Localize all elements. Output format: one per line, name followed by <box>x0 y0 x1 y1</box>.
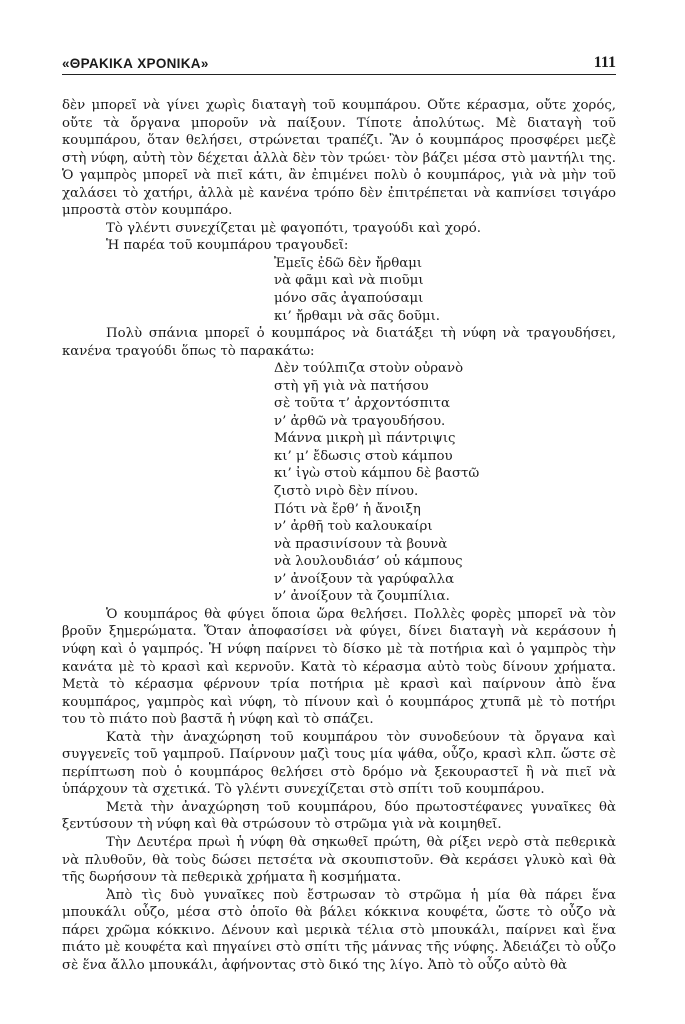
paragraph-4: Πολὺ σπάνια μπορεῖ ὁ κουμπάρος νὰ διατάξει τὴ νύφη νὰ τραγουδήσει, κανένα τραγούδι ὅπως τὸ παρακάτω: <box>62 326 616 359</box>
verse-line: νὰ πρασινίσουν τὰ βουνὰ <box>274 536 448 552</box>
verse-line: σὲ τοῦτα τ’ ἀρχοντόσπιτα <box>274 396 450 412</box>
verse-line: Πότι νὰ ἔρθ’ ἡ ἄνοιξη <box>274 501 421 517</box>
verse-line: ζιστὸ νιρὸ δὲν πίνου. <box>274 484 419 500</box>
verse-line: κι’ μ’ ἔδωσις στοὺ κάμπου <box>274 448 453 464</box>
journal-title: «ΘΡΑΚΙΚΑ ΧΡΟΝΙΚΑ» <box>62 56 209 71</box>
body-text <box>62 97 616 974</box>
verse-line: κι’ ἰγὼ στοὺ κάμπου δὲ βαστῶ <box>274 466 480 482</box>
song-verse-1 <box>274 255 616 325</box>
verse-line: Ἐμεῖς ἐδῶ δὲν ἤρθαμι <box>274 255 423 271</box>
verse-line: ν’ ἀρθῆ τοὺ καλουκαίρι <box>274 519 433 535</box>
verse-line: ν’ ἀνοίξουν τὰ ζουμπίλια. <box>274 589 450 605</box>
song-verse-2 <box>274 360 616 606</box>
verse-line: νὰ λουλουδιάσ’ οὑ κάμπους <box>274 554 463 570</box>
paragraph-8: Τὴν Δευτέρα πρωὶ ἡ νύφη θὰ σηκωθεῖ πρώτη, θὰ ρίξει νερὸ στὰ πεθερικὰ νὰ πλυθοῦν, θὰ τοὺς δώσει πετσέτα νὰ σκουπιστοῦν. Θὰ κεράσει γλυκὸ καὶ θὰ τῆς δωρήσουν τὰ πεθερικὰ χρήματα ἢ κοσμήματα. <box>62 834 616 886</box>
verse-line: στὴ γῆ γιὰ νὰ πατήσου <box>274 378 429 394</box>
header-rule <box>62 74 616 75</box>
verse-line: Δὲν τούλπιζα στοὺν οὐρανὸ <box>274 361 464 377</box>
verse-line: νὰ φᾶμι καὶ νὰ πιοῦμι <box>274 273 424 289</box>
paragraph-7: Μετὰ τὴν ἀναχώρηση τοῦ κουμπάρου, δύο πρωτοστέφανες γυναῖκες θὰ ξεντύσουν τὴ νύφη καὶ θὰ στρώσουν τὸ στρῶμα γιὰ νὰ κοιμηθεῖ. <box>62 799 616 833</box>
verse-line: μόνο σᾶς ἀγαπούσαμι <box>274 291 424 307</box>
paragraph-1: δὲν μπορεῖ νὰ γίνει χωρὶς διαταγὴ τοῦ κουμπάρου. Οὔτε κέρασμα, οὔτε χορός, οὔτε τὰ ὄργανα μποροῦν νὰ παίξουν. Τίποτε ἀπολύτως. Μὲ διαταγὴ τοῦ κουμπάρου, ὅταν θελήσει, στρώνεται τραπέζι. Ἂν ὁ κουμπάρος προσφέρει μεζὲ στὴ νύφη, αὐτὴ τὸν δέχεται ἀλλὰ δὲν τὸν τρώει· τὸν βάζει μέσα στὸ μαντήλι της. Ὁ γαμπρὸς μπορεῖ νὰ πιεῖ κάτι, ἂν ἐπιμένει πολὺ ὁ κουμπάρος, γιὰ νὰ μὴν τοῦ χαλάσει τὸ χατήρι, ἀλλὰ μὲ κανένα τρόπο δὲν ἐπιτρέπεται νὰ καπνίσει τσιγάρο μπροστὰ στὸν κουμπάρο. <box>62 98 616 219</box>
paragraph-6: Κατὰ τὴν ἀναχώρηση τοῦ κουμπάρου τὸν συνοδεύουν τὰ ὄργανα καὶ συγγενεῖς τοῦ γαμπροῦ. Παίρνουν μαζὶ τους μία ψάθα, οὖζο, κρασὶ κλπ. ὥστε σὲ περίπτωση ποὺ ὁ κουμπάρος θελήσει στὸ δρόμο νὰ ξεκουραστεῖ ἢ νὰ πιεῖ νὰ ὑπάρχουν τὰ σχετικά. Τὸ γλέντι συνεχίζεται στὸ σπίτι τοῦ κουμπάρου. <box>62 729 616 798</box>
paragraph-5: Ὁ κουμπάρος θὰ φύγει ὅποια ὥρα θελήσει. Πολλὲς φορὲς μπορεῖ νὰ τὸν βροῦν ξημερώματα. Ὅταν ἀποφασίσει νὰ φύγει, δίνει διαταγὴ νὰ κεράσουν ἡ νύφη καὶ ὁ γαμπρός. Ἡ νύφη παίρνει τὸ δίσκο μὲ τὰ ποτήρια καὶ ὁ γαμπρὸς τὴν κανάτα μὲ τὸ κρασὶ καὶ κερνοῦν. Κατὰ τὸ κέρασμα αὐτὸ τοὺς δίνουν χρήματα. Μετὰ τὸ κέρασμα φέρνουν τρία ποτήρια μὲ κρασὶ καὶ παίρνουν ἀπὸ ἕνα κουμπάρος, γαμπρὸς καὶ νύφη, τὸ πίνουν καὶ ὁ κουμπάρος χτυπᾶ μὲ τὸ ποτήρι του τὸ πιάτο ποὺ βαστᾶ ἡ νύφη καὶ τὸ σπάζει. <box>62 606 616 728</box>
verse-line: Μάννα μικρὴ μὶ πάντριψις <box>274 431 456 447</box>
paragraph-2: Τὸ γλέντι συνεχίζεται μὲ φαγοπότι, τραγούδι καὶ χορό. <box>106 220 482 236</box>
paragraph-3: Ἡ παρέα τοῦ κουμπάρου τραγουδεῖ: <box>106 238 349 254</box>
page-number: 111 <box>593 54 616 71</box>
page-header <box>62 56 616 78</box>
verse-line: ν’ ἀνοίξουν τὰ γαρύφαλλα <box>274 571 455 587</box>
verse-line: κι’ ἤρθαμι νὰ σᾶς δοῦμι. <box>274 308 441 324</box>
verse-line: ν’ ἀρθῶ νὰ τραγουδήσου. <box>274 413 446 429</box>
paragraph-9: Ἀπὸ τὶς δυὸ γυναῖκες ποὺ ἔστρωσαν τὸ στρῶμα ἡ μία θὰ πάρει ἕνα μπουκάλι οὖζο, μέσα στὸ ὁποῖο θὰ βάλει κόκκινα κουφέτα, ὥστε τὸ οὖζο νὰ πάρει χρῶμα κόκκινο. Δένουν καὶ μερικὰ τέλια στὸ μπουκάλι, παίρνει καὶ ἕνα πιάτο μὲ κουφέτα καὶ πηγαίνει στὸ σπίτι τῆς μάννας τῆς νύφης. Ἀδειάζει τὸ οὖζο σὲ ἕνα ἄλλο μπουκάλι, ἀφήνοντας στὸ δικό της λίγο. Ἀπὸ τὸ οὖζο αὐτὸ θὰ <box>62 887 616 973</box>
